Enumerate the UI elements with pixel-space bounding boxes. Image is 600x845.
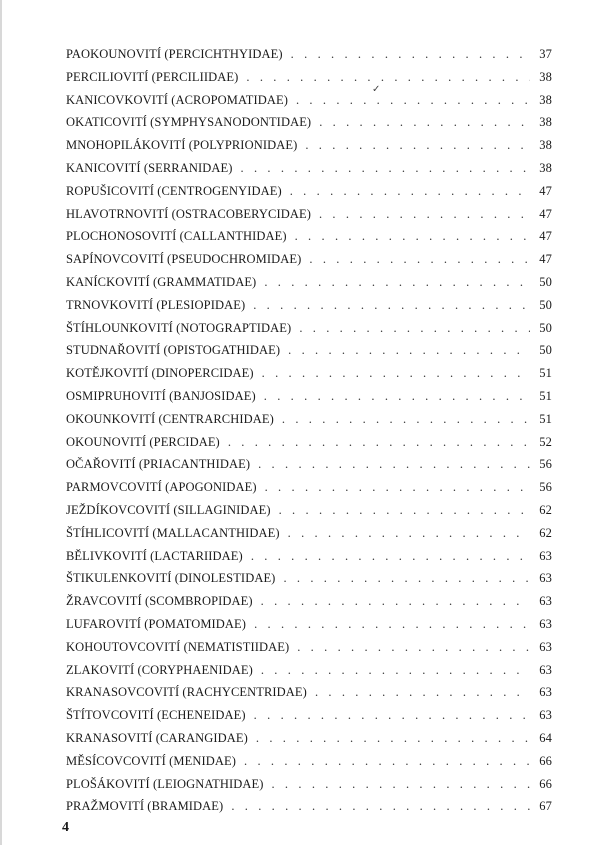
toc-entry-page: 63	[539, 708, 552, 723]
toc-entry-title: MĚSÍCOVCOVITÍ (MENIDAE)	[66, 753, 236, 768]
dot-leader	[254, 613, 530, 636]
toc-entry-title: KOHOUTOVCOVITÍ (NEMATISTIIDAE)	[66, 639, 290, 654]
toc-entry-title: BĚLIVKOVITÍ (LACTARIIDAE)	[66, 548, 243, 563]
toc-entry-title: LUFAROVITÍ (POMATOMIDAE)	[66, 616, 247, 631]
toc-entry	[66, 294, 552, 317]
toc-entry	[66, 43, 552, 66]
toc-entry	[66, 385, 552, 408]
toc-entry-title: PLOŠÁKOVITÍ (LEIOGNATHIDAE)	[66, 776, 264, 791]
toc-entry-title: PAOKOUNOVITÍ (PERCICHTHYIDAE)	[66, 47, 283, 61]
dot-leader	[258, 453, 530, 476]
dot-leader	[264, 271, 530, 294]
toc-entry-title: KRANASOVITÍ (CARANGIDAE)	[66, 730, 248, 745]
dot-leader	[291, 43, 530, 66]
dot-leader	[262, 362, 530, 385]
toc-entry	[66, 203, 552, 226]
toc-entry-page: 66	[539, 753, 552, 768]
toc-entry-page: 63	[539, 616, 552, 631]
dot-leader	[253, 294, 530, 317]
dot-leader	[305, 134, 530, 157]
toc-entry-title: OKOUNOVITÍ (PERCIDAE)	[66, 434, 220, 449]
toc-entry-page: 50	[539, 274, 552, 289]
dot-leader	[261, 590, 530, 613]
toc-entry	[66, 522, 552, 545]
toc-entry-page: 63	[539, 639, 552, 654]
dot-leader	[319, 203, 530, 226]
toc-entry	[66, 499, 552, 522]
toc-entry-page: 63	[539, 571, 552, 586]
toc-entry-page: 47	[539, 229, 552, 244]
toc-entry-title: ŠTÍHLOUNKOVITÍ (NOTOGRAPTIDAE)	[66, 320, 292, 335]
toc-entry-title: MNOHOPILÁKOVITÍ (POLYPRIONIDAE)	[66, 138, 298, 153]
toc-entry-page: 38	[539, 138, 552, 153]
toc-entry-title: PERCILIOVITÍ (PERCILIIDAE)	[66, 69, 239, 84]
toc-entry-title: KANICOVITÍ (SERRANIDAE)	[66, 160, 233, 175]
toc-entry-page: 64	[539, 730, 552, 745]
toc-entry-title: ŽRAVCOVITÍ (SCOMBROPIDAE)	[66, 594, 253, 609]
toc-entry-page: 62	[539, 502, 552, 517]
dot-leader	[288, 339, 530, 362]
toc-entry	[66, 362, 552, 385]
toc-entry	[66, 795, 552, 818]
toc-entry	[66, 613, 552, 636]
toc-entry-page: 37	[539, 47, 552, 61]
toc-entry	[66, 431, 552, 454]
toc-entry-page: 63	[539, 594, 552, 609]
toc-entry-title: ŠTÍHLICOVITÍ (MALLACANTHIDAE)	[66, 525, 280, 540]
toc-entry	[66, 773, 552, 796]
toc-entry	[66, 134, 552, 157]
toc-entry	[66, 750, 552, 773]
toc-entry	[66, 476, 552, 499]
toc-entry	[66, 659, 552, 682]
toc-entry-page: 47	[539, 206, 552, 221]
toc-entry-page: 67	[539, 799, 552, 814]
toc-entry	[66, 681, 552, 704]
toc-entry-title: JEŽDÍKOVCOVITÍ (SILLAGINIDAE)	[66, 502, 271, 517]
scan-speck: ✓	[372, 84, 381, 95]
toc-entry-page: 52	[539, 434, 552, 449]
toc-entry-title: PLOCHONOSOVITÍ (CALLANTHIDAE)	[66, 229, 287, 244]
page-edge	[0, 0, 2, 845]
dot-leader	[254, 704, 530, 727]
toc-entry-title: HLAVOTRNOVITÍ (OSTRACOBERYCIDAE)	[66, 206, 311, 221]
dot-leader	[228, 431, 530, 454]
toc-entry-title: PARMOVCOVITÍ (APOGONIDAE)	[66, 480, 257, 495]
toc-entry-title: ŠTÍTOVCOVITÍ (ECHENEIDAE)	[66, 708, 246, 723]
toc-entry	[66, 453, 552, 476]
toc-entry-title: PRAŽMOVITÍ (BRAMIDAE)	[66, 799, 224, 814]
dot-leader	[279, 499, 530, 522]
dot-leader	[261, 659, 530, 682]
toc-entry-title: SAPÍNOVCOVITÍ (PSEUDOCHROMIDAE)	[66, 252, 302, 267]
toc-entry-title: ŠTIKULENKOVITÍ (DINOLESTIDAE)	[66, 571, 276, 586]
toc-entry-title: KANÍCKOVITÍ (GRAMMATIDAE)	[66, 274, 257, 289]
toc-entry-page: 38	[539, 69, 552, 84]
toc-entry-page: 38	[539, 115, 552, 130]
dot-leader	[319, 111, 530, 134]
toc-entry	[66, 180, 552, 203]
toc-entry	[66, 590, 552, 613]
toc-entry	[66, 545, 552, 568]
table-of-contents	[66, 43, 552, 818]
dot-leader	[271, 773, 530, 796]
toc-entry-page: 50	[539, 297, 552, 312]
dot-leader	[246, 66, 530, 89]
toc-entry	[66, 89, 552, 112]
toc-entry-page: 56	[539, 480, 552, 495]
toc-entry	[66, 271, 552, 294]
toc-entry-page: 38	[539, 92, 552, 107]
toc-entry	[66, 225, 552, 248]
dot-leader	[244, 750, 530, 773]
dot-leader	[231, 795, 530, 818]
dot-leader	[299, 317, 530, 340]
toc-entry-page: 51	[539, 366, 552, 381]
dot-leader	[264, 385, 530, 408]
dot-leader	[251, 545, 530, 568]
toc-entry-title: OKATICOVITÍ (SYMPHYSANODONTIDAE)	[66, 115, 312, 130]
toc-entry	[66, 248, 552, 271]
dot-leader	[290, 180, 530, 203]
toc-entry-title: KRANASOVCOVITÍ (RACHYCENTRIDAE)	[66, 685, 307, 700]
toc-entry-title: KOTĚJKOVITÍ (DINOPERCIDAE)	[66, 366, 254, 381]
dot-leader	[265, 476, 530, 499]
dot-leader	[282, 408, 530, 431]
toc-entry	[66, 727, 552, 750]
toc-entry	[66, 636, 552, 659]
toc-entry-title: OSMIPRUHOVITÍ (BANJOSIDAE)	[66, 388, 256, 403]
toc-entry	[66, 567, 552, 590]
toc-entry-page: 50	[539, 343, 552, 358]
toc-entry	[66, 339, 552, 362]
page-number: 4	[62, 820, 69, 835]
toc-entry-page: 63	[539, 548, 552, 563]
toc-entry	[66, 111, 552, 134]
toc-entry-page: 51	[539, 388, 552, 403]
toc-entry	[66, 66, 552, 89]
toc-entry-page: 63	[539, 662, 552, 677]
toc-entry	[66, 317, 552, 340]
dot-leader	[241, 157, 530, 180]
toc-entry-page: 66	[539, 776, 552, 791]
dot-leader	[296, 89, 530, 112]
dot-leader	[309, 248, 530, 271]
toc-entry	[66, 157, 552, 180]
dot-leader	[288, 522, 530, 545]
dot-leader	[295, 225, 530, 248]
toc-entry-title: ROPUŠICOVITÍ (CENTROGENYIDAE)	[66, 183, 282, 198]
toc-entry-title: KANICOVKOVITÍ (ACROPOMATIDAE)	[66, 92, 288, 107]
toc-entry-title: OKOUNKOVITÍ (CENTRARCHIDAE)	[66, 411, 274, 426]
toc-entry-page: 62	[539, 525, 552, 540]
toc-entry-title: STUDNAŘOVITÍ (OPISTOGATHIDAE)	[66, 343, 281, 358]
toc-entry-page: 47	[539, 252, 552, 267]
toc-entry-page: 51	[539, 411, 552, 426]
dot-leader	[283, 567, 530, 590]
toc-entry-page: 50	[539, 320, 552, 335]
toc-entry	[66, 704, 552, 727]
toc-entry-title: ZLAKOVITÍ (CORYPHAENIDAE)	[66, 662, 253, 677]
dot-leader	[256, 727, 530, 750]
toc-entry-title: TRNOVKOVITÍ (PLESIOPIDAE)	[66, 297, 246, 312]
toc-entry-page: 63	[539, 685, 552, 700]
toc-entry	[66, 408, 552, 431]
dot-leader	[297, 636, 530, 659]
dot-leader	[315, 681, 530, 704]
toc-entry-page: 47	[539, 183, 552, 198]
toc-entry-title: OČAŘOVITÍ (PRIACANTHIDAE)	[66, 457, 251, 472]
toc-entry-page: 56	[539, 457, 552, 472]
toc-entry-page: 38	[539, 160, 552, 175]
